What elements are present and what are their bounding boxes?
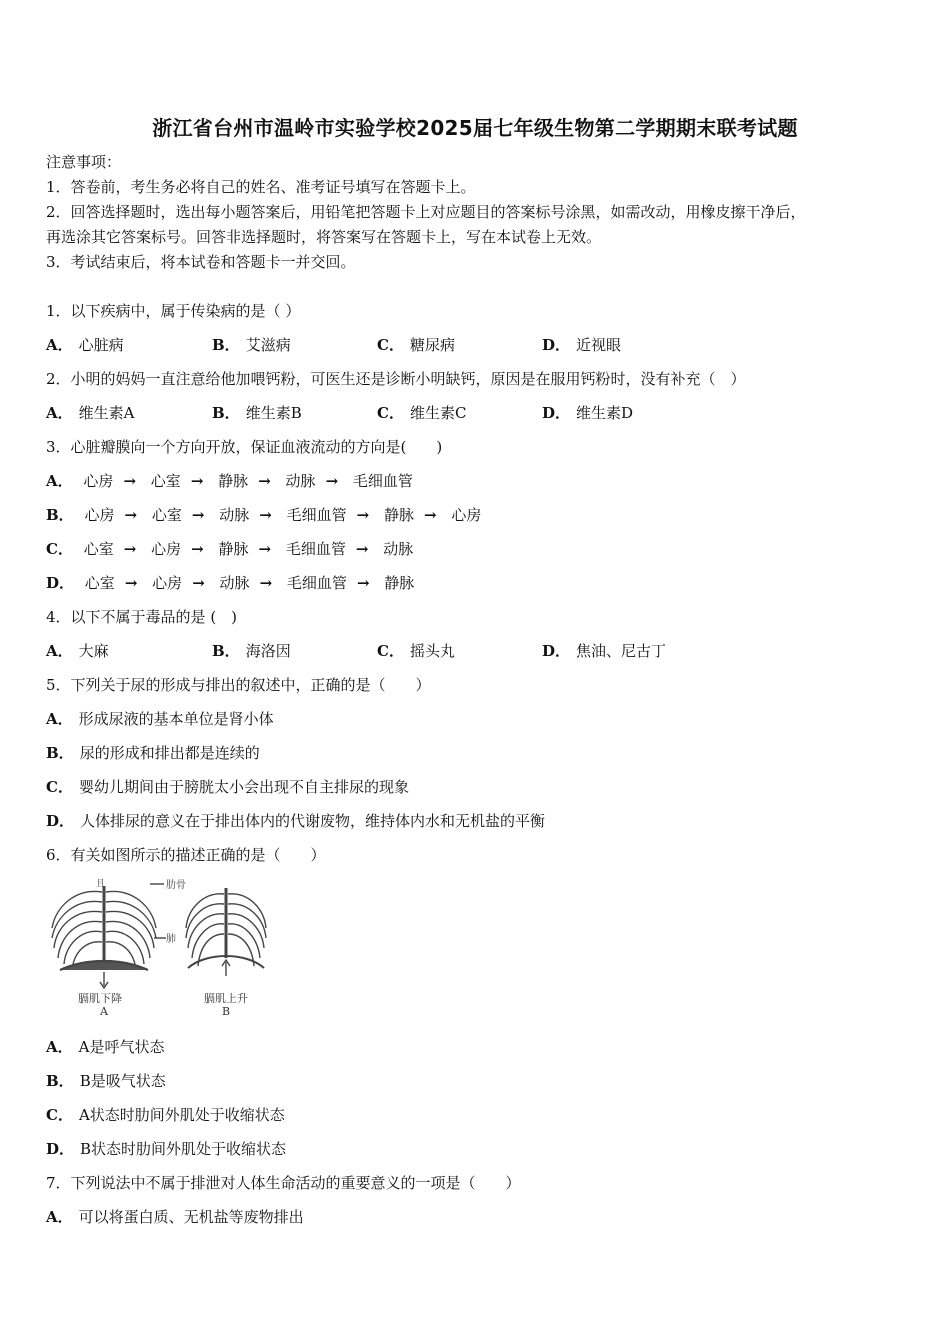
option-label: C． [377, 404, 404, 422]
option-text: 人体排尿的意义在于排出体内的代谢废物，维持体内水和无机盐的平衡 [80, 812, 546, 830]
q1-option-d[interactable] [542, 335, 621, 355]
q2-option-a[interactable] [46, 403, 134, 423]
flow-node: 心室 [150, 472, 181, 490]
arrow-icon: → [123, 472, 137, 490]
option-label: D． [46, 574, 75, 592]
option-text: 海洛因 [245, 642, 291, 660]
option-text: 艾滋病 [245, 336, 291, 354]
option-label: B． [212, 404, 240, 422]
q6-option-a[interactable] [46, 1037, 164, 1057]
arrow-icon: → [356, 506, 370, 524]
option-label: D． [542, 336, 571, 354]
option-label: B． [46, 506, 74, 524]
option-text: 形成尿液的基本单位是肾小体 [78, 710, 274, 728]
option-label: B． [212, 336, 240, 354]
q7-option-a[interactable] [46, 1207, 304, 1227]
flow-node: 毛细血管 [352, 472, 413, 490]
q6-option-d[interactable] [46, 1139, 286, 1159]
q1-option-b[interactable] [212, 335, 291, 355]
ribcage-b [186, 888, 266, 976]
option-text: 维生素B [245, 404, 302, 422]
flow-node: 心房 [451, 506, 482, 524]
arrow-icon: → [355, 540, 369, 558]
ribcage-a [52, 884, 166, 988]
q1-option-a[interactable] [46, 335, 124, 355]
flow-node: 毛细血管 [286, 506, 347, 524]
arrow-icon: → [192, 574, 205, 592]
arrow-icon: → [258, 540, 272, 558]
q3-stem: 3．心脏瓣膜向一个方向开放，保证血液流动的方向是( ) [46, 438, 443, 456]
arrow-icon: → [191, 506, 205, 524]
flow-node: 心房 [152, 574, 183, 592]
q5-option-d[interactable] [46, 811, 545, 831]
option-text: B是吸气状态 [79, 1072, 166, 1090]
arrow-icon: → [356, 574, 370, 592]
option-label: A． [46, 642, 73, 660]
flow-node: 动脉 [285, 472, 316, 490]
flow-node: 静脉 [218, 472, 249, 490]
flow-node: 静脉 [384, 574, 415, 592]
option-label: D． [542, 642, 571, 660]
q3-option-c[interactable] [46, 539, 413, 559]
q2-option-c[interactable] [377, 403, 466, 423]
option-text: A是呼气状态 [78, 1038, 165, 1056]
q4-option-d[interactable] [542, 641, 666, 661]
option-text: 大麻 [78, 642, 109, 660]
option-label: A． [46, 404, 73, 422]
option-text: A状态时肋间外肌处于收缩状态 [78, 1106, 285, 1124]
option-text: 婴幼儿期间由于膀胱太小会出现不自主排尿的现象 [78, 778, 409, 796]
notice-heading: 注意事项： [46, 153, 122, 171]
figure-label-rib: 肋骨 [166, 880, 186, 891]
page-title: 浙江省台州市温岭市实验学校2025届七年级生物第二学期期末联考试题 [152, 116, 798, 140]
arrow-icon: → [123, 540, 137, 558]
flow-node: 静脉 [218, 540, 249, 558]
option-text: 近视眼 [576, 336, 622, 354]
option-label: A． [46, 1208, 73, 1226]
flow-node: 心室 [151, 506, 182, 524]
option-text: 维生素C [409, 404, 467, 422]
option-label: C． [46, 778, 73, 796]
q5-option-c[interactable] [46, 777, 409, 797]
q6-option-c[interactable] [46, 1105, 285, 1125]
option-label: B． [46, 744, 74, 762]
flow-node: 毛细血管 [286, 574, 347, 592]
q4-option-c[interactable] [377, 641, 455, 661]
arrow-icon: → [259, 574, 273, 592]
q3-option-b[interactable] [46, 505, 481, 525]
q2-option-b[interactable] [212, 403, 302, 423]
option-text: 维生素A [78, 404, 135, 422]
figure-tag-a: A [100, 1005, 108, 1018]
option-text: 尿的形成和排出都是连续的 [79, 744, 260, 762]
q4-option-b[interactable] [212, 641, 291, 661]
q1-option-c[interactable] [377, 335, 455, 355]
option-text: B状态时肋间外肌处于收缩状态 [80, 1140, 287, 1158]
option-label: B． [46, 1072, 74, 1090]
arrow-icon: → [191, 540, 204, 558]
flow-node: 动脉 [219, 506, 250, 524]
option-label: C． [46, 540, 73, 558]
q2-option-d[interactable] [542, 403, 633, 423]
arrow-icon: → [259, 506, 272, 524]
flow-node: 静脉 [383, 506, 414, 524]
flow-node: 动脉 [219, 574, 250, 592]
option-label: D． [46, 812, 75, 830]
figure-caption-b: 膈肌上升 [204, 992, 248, 1005]
arrow-icon: → [423, 506, 437, 524]
option-label: A． [46, 1038, 73, 1056]
arrow-icon: → [190, 472, 204, 490]
option-label: A． [46, 336, 73, 354]
option-text: 糖尿病 [409, 336, 455, 354]
option-text: 可以将蛋白质、无机盐等废物排出 [78, 1208, 304, 1226]
notice-item-1: 1．答卷前，考生务必将自己的姓名、准考证号填写在答题卡上。 [46, 178, 476, 196]
notice-item-2a: 2．回答选择题时，选出每小题答案后，用铅笔把答题卡上对应题目的答案标号涂黑，如需改动，用橡皮擦干净后， [46, 203, 806, 221]
q6-option-b[interactable] [46, 1071, 166, 1091]
figure-label-lung: 肺 [166, 934, 176, 945]
arrow-icon: → [258, 472, 271, 490]
flow-node: 心室 [83, 540, 114, 558]
notice-item-3: 3．考试结束后，将本试卷和答题卡一并交回。 [46, 253, 356, 271]
option-text: 摇头丸 [409, 642, 455, 660]
q6-stem: 6．有关如图所示的描述正确的是（ ） [46, 846, 326, 864]
flow-node: 动脉 [383, 540, 414, 558]
notice-item-2b: 再选涂其它答案标号。回答非选择题时，将答案写在答题卡上，写在本试卷上无效。 [46, 228, 602, 246]
arrow-icon: → [325, 472, 339, 490]
option-label: C． [46, 1106, 73, 1124]
flow-node: 心房 [151, 540, 182, 558]
option-label: C． [377, 336, 404, 354]
option-text: 心脏病 [78, 336, 124, 354]
flow-node: 毛细血管 [285, 540, 346, 558]
option-label: C． [377, 642, 404, 660]
option-label: A． [46, 710, 73, 728]
figure-caption-a: 膈肌下降 [78, 992, 122, 1005]
flow-node: 心室 [84, 574, 115, 592]
figure-tag-b: B [222, 1005, 231, 1018]
flow-node: 心房 [83, 472, 114, 490]
option-label: D． [46, 1140, 75, 1158]
option-label: B． [212, 642, 240, 660]
ribcage-diagram [46, 878, 286, 1018]
q7-stem: 7．下列说法中不属于排泄对人体生命活动的重要意义的一项是（ ） [46, 1174, 521, 1192]
q1-stem: 1．以下疾病中，属于传染病的是（ ） [46, 302, 301, 320]
option-text: 焦油、尼古丁 [576, 642, 667, 660]
q5-option-a[interactable] [46, 709, 274, 729]
arrow-icon: → [124, 506, 138, 524]
q5-option-b[interactable] [46, 743, 260, 763]
q3-option-d[interactable] [46, 573, 414, 593]
ribcage-diagram-svg [46, 878, 286, 1018]
flow-node: 心房 [84, 506, 115, 524]
q5-stem: 5．下列关于尿的形成与排出的叙述中，正确的是（ ） [46, 676, 431, 694]
q4-option-a[interactable] [46, 641, 109, 661]
q4-stem: 4．以下不属于毒品的是 ( ) [46, 608, 238, 626]
q2-stem: 2．小明的妈妈一直注意给他加喂钙粉，可医生还是诊断小明缺钙，原因是在服用钙粉时，没有补充（ ） [46, 370, 746, 388]
option-text: 维生素D [576, 404, 634, 422]
arrow-icon: → [124, 574, 138, 592]
figure-top-label: 且 [96, 879, 106, 889]
option-label: A． [46, 472, 73, 490]
q3-option-a[interactable] [46, 471, 413, 491]
option-label: D． [542, 404, 571, 422]
